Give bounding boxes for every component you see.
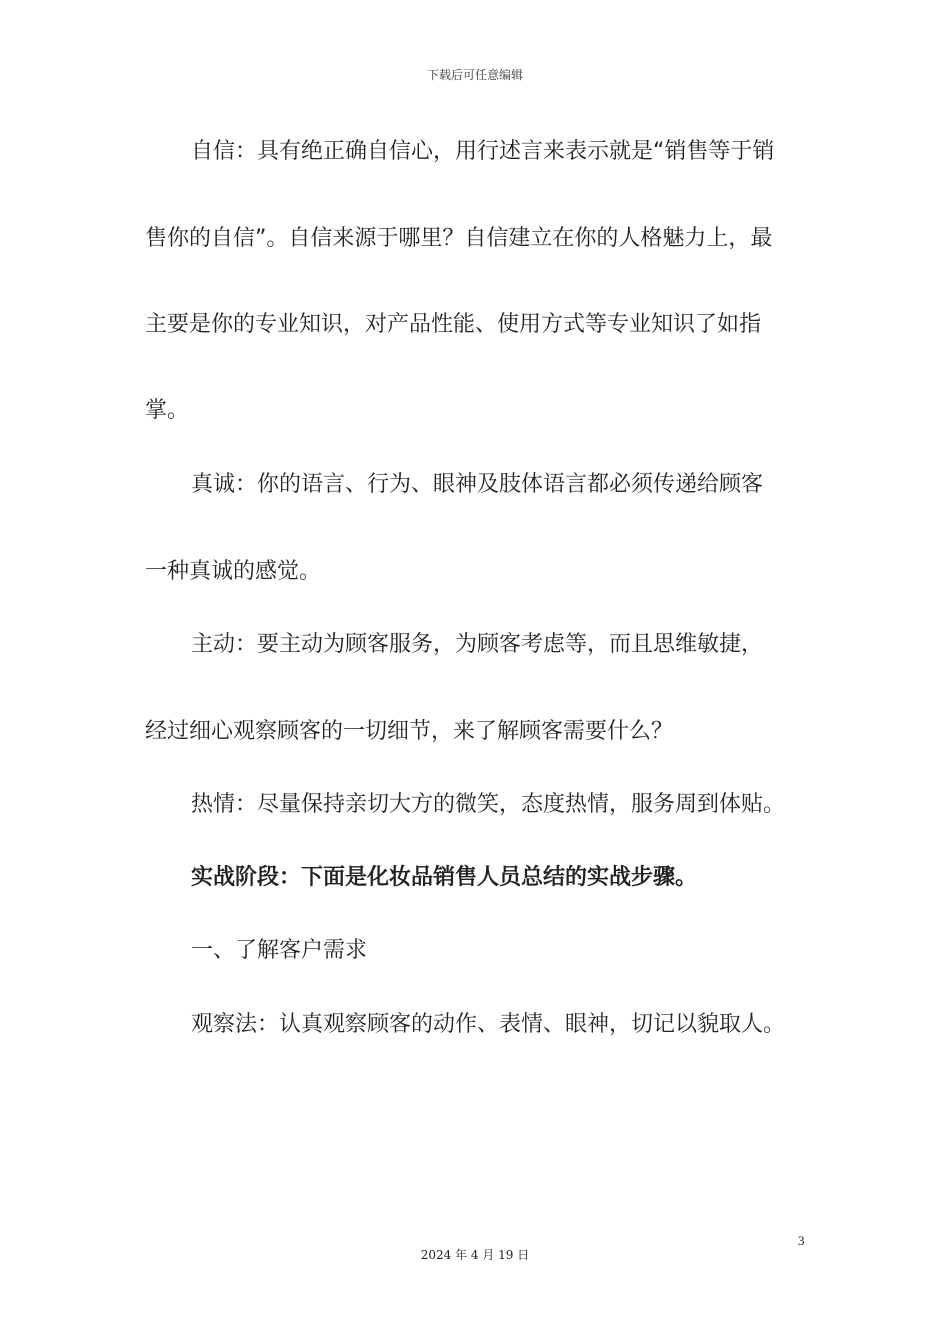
paragraph-enthusiasm: 热情：尽量保持亲切大方的微笑，态度热情，服务周到体贴。 bbox=[191, 792, 786, 817]
section-heading-practice: 实战阶段：下面是化妆品销售人员总结的实战步骤。 bbox=[191, 865, 698, 890]
paragraph-observation: 观察法：认真观察顾客的动作、表情、眼神，切记以貌取人。 bbox=[191, 1012, 786, 1037]
paragraph-confidence-line-4: 掌。 bbox=[145, 398, 190, 423]
paragraph-confidence-line-3: 主要是你的专业知识，对产品性能、使用方式等专业知识了如指 bbox=[145, 312, 762, 337]
paragraph-sincerity-line-1: 真诚：你的语言、行为、眼神及肢体语言都必须传递给顾客 bbox=[191, 472, 764, 497]
footer-date: 2024 年 4 月 19 日 bbox=[420, 1248, 530, 1262]
paragraph-initiative-line-1: 主动：要主动为顾客服务，为顾客考虑等，而且思维敏捷， bbox=[191, 632, 764, 657]
page-number: 3 bbox=[798, 1233, 805, 1248]
paragraph-initiative-line-2: 经过细心观察顾客的一切细节，来了解顾客需要什么？ bbox=[145, 719, 674, 744]
paragraph-confidence-line-2: 售你的自信”。自信来源于哪里？自信建立在你的人格魅力上，最 bbox=[145, 226, 773, 251]
paragraph-sincerity-line-2: 一种真诚的感觉。 bbox=[145, 559, 322, 584]
page-header: 下载后可任意编辑 bbox=[426, 68, 523, 82]
paragraph-confidence-line-1: 自信：具有绝正确自信心，用行述言来表示就是“销售等于销 bbox=[191, 139, 775, 164]
subheading-understand-needs: 一、了解客户需求 bbox=[191, 938, 368, 963]
